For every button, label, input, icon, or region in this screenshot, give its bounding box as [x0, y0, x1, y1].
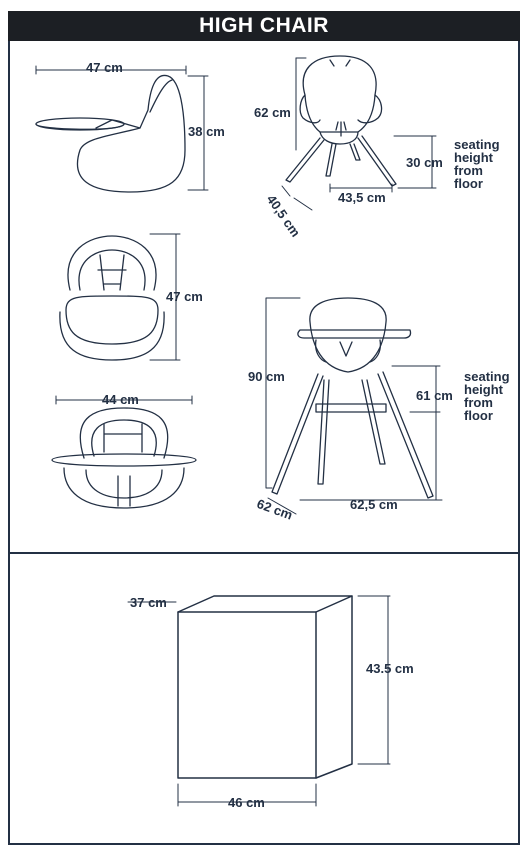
page-title: HIGH CHAIR	[199, 14, 329, 37]
highchair-width-label: 62,5 cm	[350, 497, 398, 512]
front-depth-label: 40,5 cm	[263, 192, 304, 240]
tray-front-view	[52, 396, 196, 508]
box-depth-label: 37 cm	[130, 595, 167, 610]
tray-width-label: 44 cm	[102, 392, 139, 407]
box-height-label: 43.5 cm	[366, 661, 414, 676]
highchair-depth-label: 62 cm	[254, 496, 295, 523]
top-depth-label: 47 cm	[166, 289, 203, 304]
highchair-seat-height-label: 61 cm	[416, 388, 453, 403]
side-height-label: 38 cm	[188, 124, 225, 139]
seat-height-note-2: seating height from floor	[464, 369, 510, 423]
front-height-label: 62 cm	[254, 105, 291, 120]
booster-side-view	[36, 66, 208, 192]
seat-height-note-1: seating height from floor	[454, 137, 500, 191]
box-view	[128, 596, 390, 806]
highchair-front-view	[266, 298, 442, 514]
front-seat-height-label: 30 cm	[406, 155, 443, 170]
side-width-label: 47 cm	[86, 60, 123, 75]
box-width-label: 46 cm	[228, 795, 265, 810]
booster-top-view	[60, 234, 180, 360]
front-width-label: 43,5 cm	[338, 190, 386, 205]
highchair-height-label: 90 cm	[248, 369, 285, 384]
booster-front-view	[282, 56, 436, 210]
